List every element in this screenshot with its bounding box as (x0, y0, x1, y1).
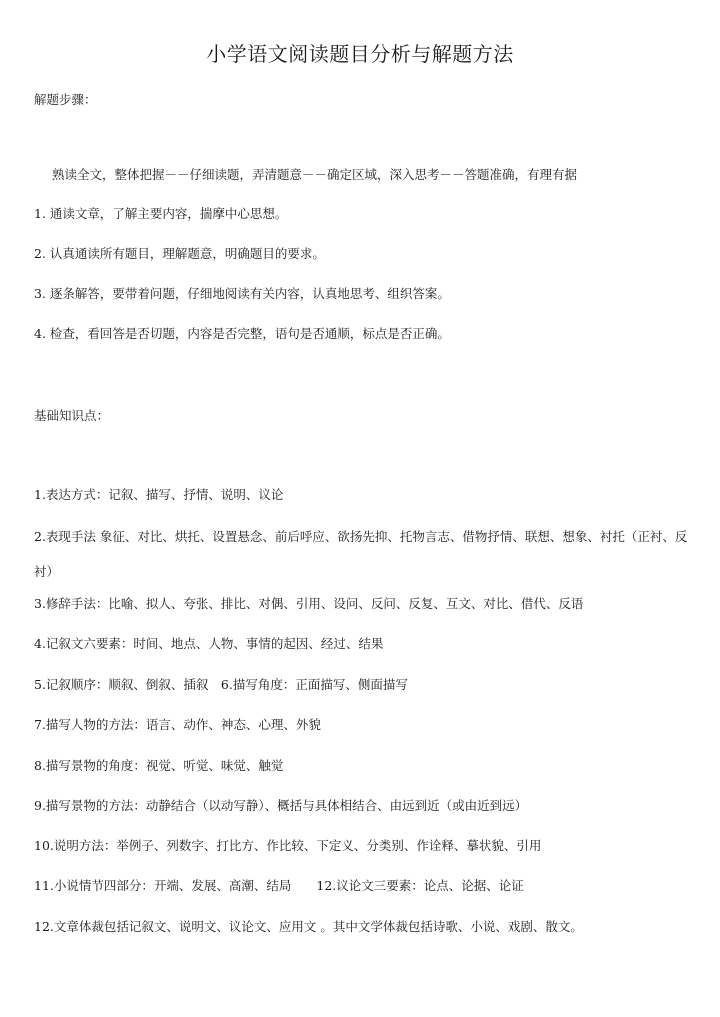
steps-heading: 解题步骤： (34, 92, 97, 107)
knowledge-item: 11.小说情节四部分：开端、发展、高潮、结局 12.议论文三要素：论点、论据、论证 (34, 878, 524, 893)
knowledge-item: 8.描写景物的角度：视觉、听觉、味觉、触觉 (34, 758, 284, 773)
document-title: 小学语文阅读题目分析与解题方法 (206, 42, 514, 66)
step-item: 2. 认真通读所有题目，理解题意，明确题目的要求。 (34, 246, 325, 261)
knowledge-item: 10.说明方法：举例子、列数字、打比方、作比较、下定义、分类别、作诠释、摹状貌、引用 (34, 838, 542, 853)
knowledge-item: 2.表现手法 象征、对比、烘托、设置悬念、前后呼应、欲扬先抑、托物言志、借物抒情、联想、想象、衬托（正衬、反衬） (34, 529, 688, 579)
knowledge-item: 5.记叙顺序：顺叙、倒叙、插叙 6.描写角度：正面描写、侧面描写 (34, 677, 408, 692)
knowledge-item: 7.描写人物的方法：语言、动作、神态、心理、外貌 (34, 717, 321, 732)
knowledge-item: 9.描写景物的方法：动静结合（以动写静）、概括与具体相结合、由远到近（或由近到远） (34, 798, 528, 813)
knowledge-item: 1.表达方式：记叙、描写、抒情、说明、议论 (34, 487, 284, 502)
knowledge-heading: 基础知识点： (34, 408, 110, 423)
knowledge-item: 12.文章体裁包括记叙文、说明文、议论文、应用文 。其中文学体裁包括诗歌、小说、戏剧、散文。 (34, 919, 583, 934)
knowledge-item: 3.修辞手法：比喻、拟人、夸张、排比、对偶、引用、设问、反问、反复、互文、对比、借代、反语 (34, 596, 584, 611)
step-item: 1. 通读文章，了解主要内容，揣摩中心思想。 (34, 206, 288, 221)
steps-intro: 熟读全文，整体把握－－仔细读题，弄清题意－－确定区域，深入思考－－答题准确，有理有据 (52, 167, 578, 182)
step-item: 3. 逐条解答，要带着问题，仔细地阅读有关内容，认真地思考、组织答案。 (34, 286, 450, 301)
knowledge-item: 4.记叙文六要素：时间、地点、人物、事情的起因、经过、结果 (34, 636, 384, 651)
step-item: 4. 检查，看回答是否切题，内容是否完整，语句是否通顺，标点是否正确。 (34, 326, 450, 341)
